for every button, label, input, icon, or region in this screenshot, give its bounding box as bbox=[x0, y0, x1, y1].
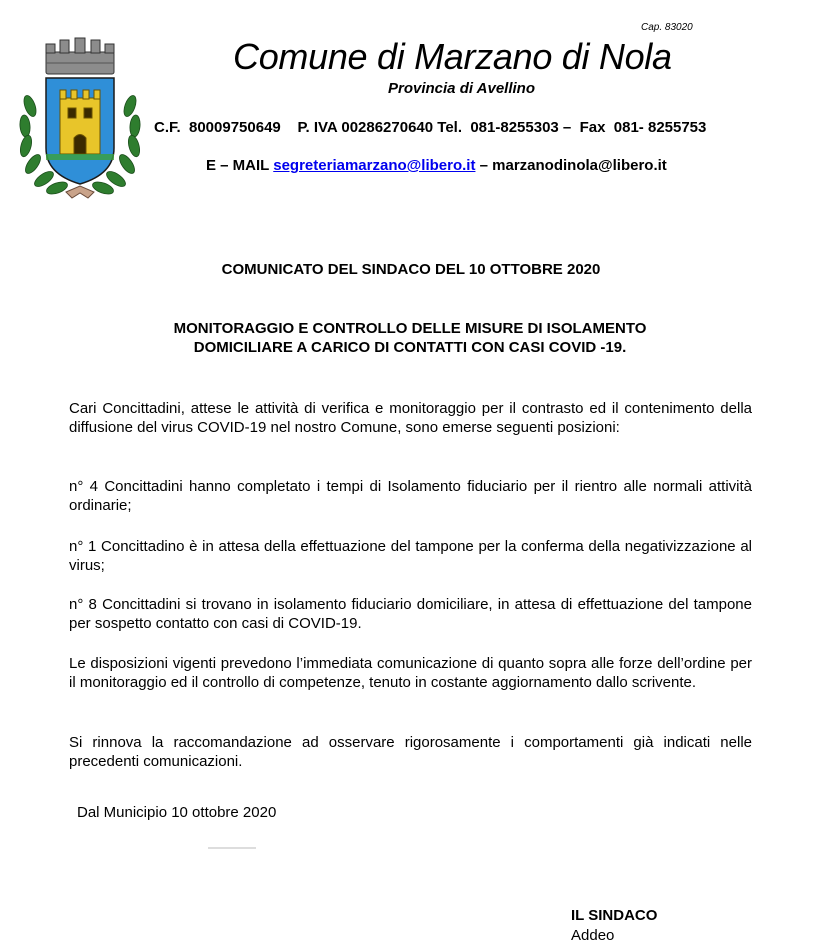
body-paragraph: Si rinnova la raccomandazione ad osservare rigorosamente i comportamenti già indicati nelle precedenti comunicazioni. bbox=[69, 734, 752, 770]
document-heading: COMUNICATO DEL SINDACO DEL 10 OTTOBRE 2020 bbox=[221, 261, 601, 278]
municipality-title: Comune di Marzano di Nola bbox=[233, 36, 672, 77]
email-secondary: marzanodinola@libero.it bbox=[492, 157, 667, 174]
email-link-primary[interactable]: segreteriamarzano@libero.it bbox=[273, 157, 476, 174]
email-label: E – MAIL bbox=[206, 157, 274, 174]
body-paragraph: n° 8 Concittadini si trovano in isolamento fiduciario domiciliare, in attesa di effettuazione del tampone per sospetto contatto con casi di COVID-19. bbox=[69, 596, 752, 632]
dateline: Dal Municipio 10 ottobre 2020 bbox=[77, 804, 277, 821]
faint-mark bbox=[208, 847, 256, 849]
tower-emblem bbox=[60, 90, 100, 154]
body-paragraph: n° 1 Concittadino è in attesa della effettuazione del tampone per la conferma della negativizzazione al virus; bbox=[69, 538, 752, 574]
province-name: Provincia di Avellino bbox=[388, 80, 535, 97]
subject-line-2: DOMICILIARE A CARICO DI CONTATTI CON CASI COVID -19. bbox=[193, 339, 627, 356]
body-paragraph: Cari Concittadini, attese le attività di verifica e monitoraggio per il contrasto ed il contenimento della diffusione del virus COVID-19 nel nostro Comune, sono emerse seguenti posizioni: bbox=[69, 400, 752, 436]
postal-code: Cap. 83020 bbox=[641, 22, 693, 33]
subject-line-1: MONITORAGGIO E CONTROLLO DELLE MISURE DI ISOLAMENTO bbox=[173, 320, 647, 337]
contact-details: C.F. 80009750649 P. IVA 00286270640 Tel. 081-8255303 – Fax 081- 8255753 bbox=[154, 119, 707, 136]
document-subject bbox=[60, 319, 760, 357]
body-paragraph: Le disposizioni vigenti prevedono l’immediata comunicazione di quanto sopra alle forze dell’ordine per il monitoraggio ed il controllo di competenze, tenuto in costante aggiornamento dallo scrivente. bbox=[69, 655, 752, 691]
signature-title: IL SINDACO bbox=[571, 907, 658, 924]
signature-name: Addeo bbox=[571, 927, 615, 944]
municipal-crest-icon bbox=[16, 36, 144, 202]
body-paragraph: n° 4 Concittadini hanno completato i tempi di Isolamento fiduciario per il rientro alle normali attività ordinarie; bbox=[69, 478, 752, 514]
email-separator: – bbox=[475, 157, 493, 174]
mural-crown bbox=[46, 38, 114, 74]
email-line bbox=[206, 157, 667, 174]
